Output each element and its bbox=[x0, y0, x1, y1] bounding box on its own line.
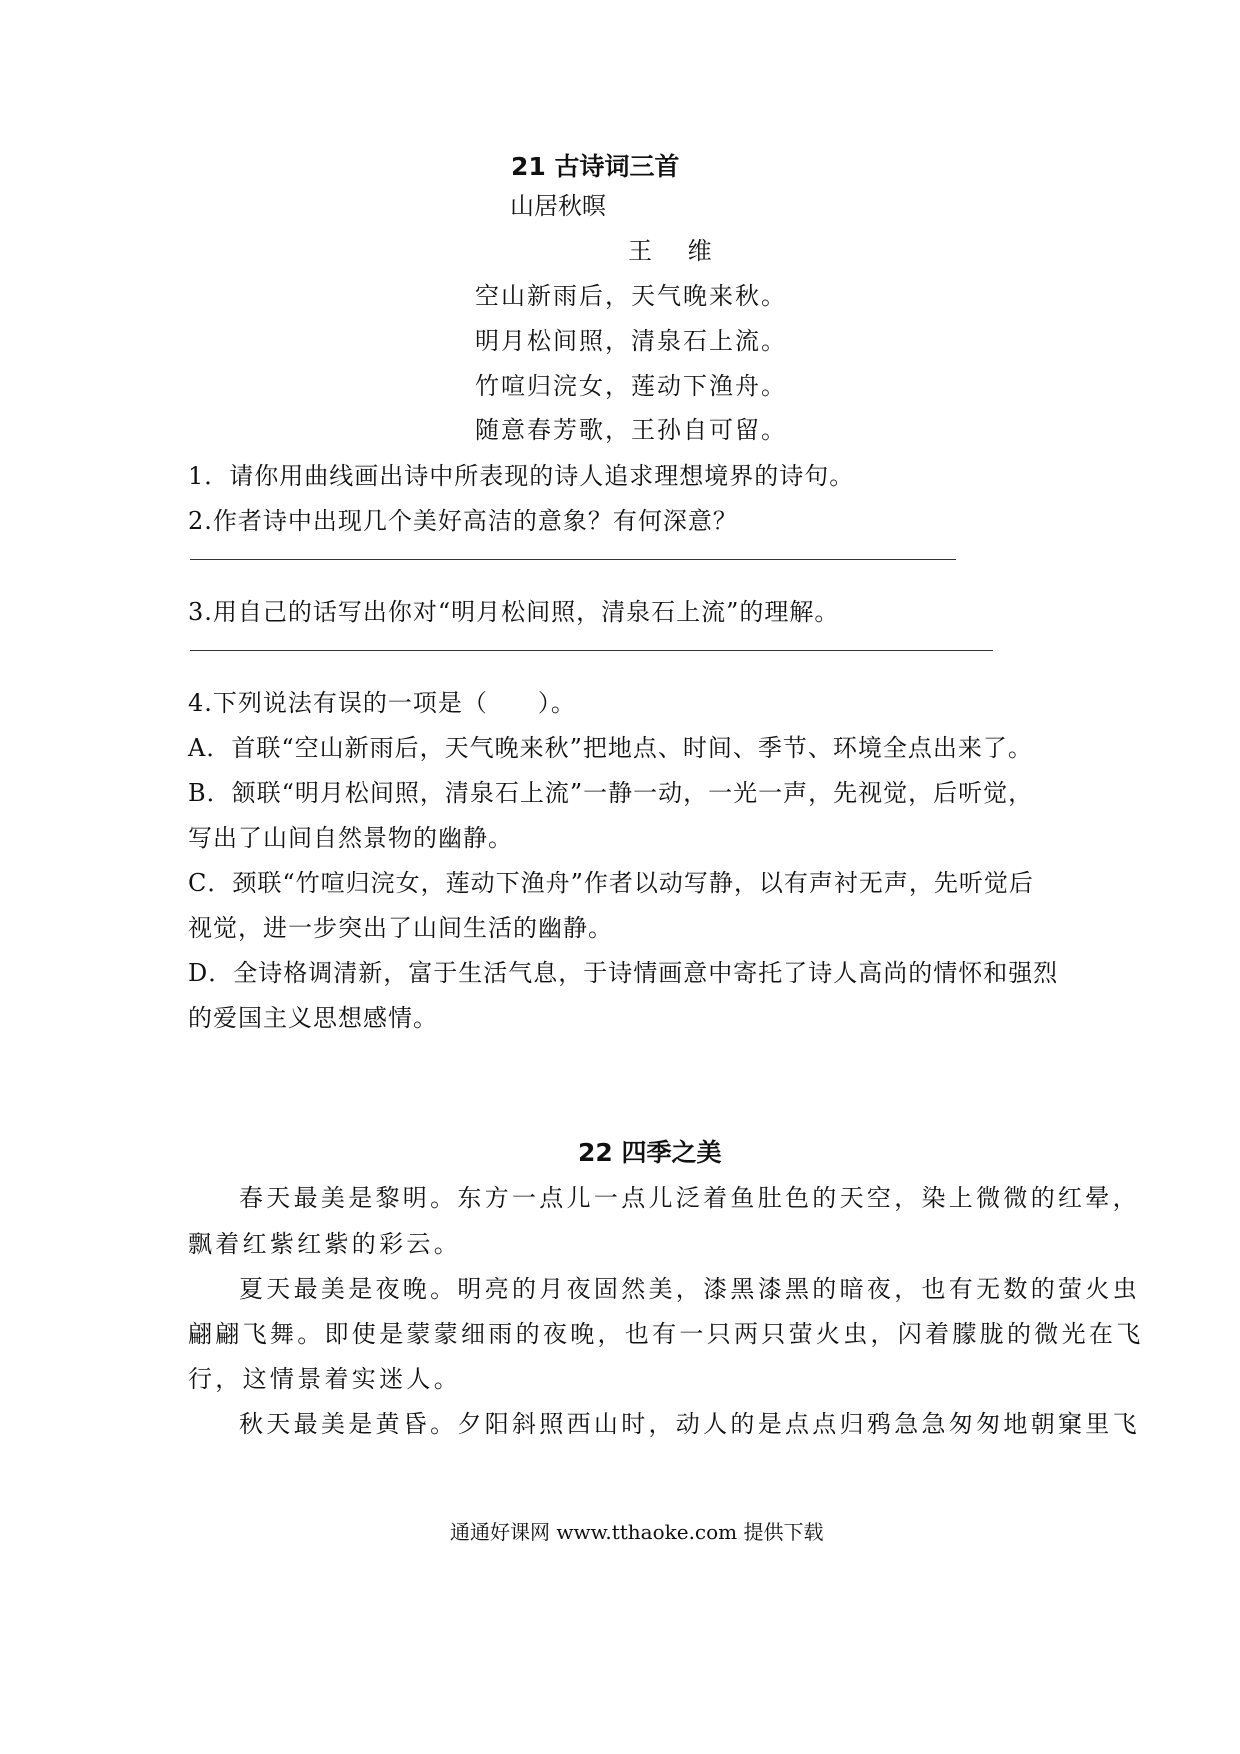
paragraph-spring-cont: 飘着红紫红紫的彩云。 bbox=[188, 1230, 461, 1258]
option-b: B．颔联“明月松间照，清泉石上流”一静一动，一光一声，先视觉，后听觉， bbox=[188, 779, 1034, 807]
answer-line-q2[interactable] bbox=[190, 559, 956, 560]
question-4: 4.下列说法有误的一项是（ ）。 bbox=[188, 689, 576, 717]
poem-title: 山居秋暝 bbox=[510, 192, 606, 220]
paragraph-summer: 夏天最美是夜晚。明亮的月夜固然美，漆黑漆黑的暗夜，也有无数的萤火虫 bbox=[239, 1275, 1140, 1303]
option-d: D．全诗格调清新，富于生活气息，于诗情画意中寄托了诗人高尚的情怀和强烈 bbox=[188, 959, 1059, 987]
poem-line: 随意春芳歌，王孙自可留。 bbox=[475, 416, 787, 444]
question-2: 2.作者诗中出现几个美好高洁的意象？有何深意？ bbox=[188, 507, 738, 535]
section-title-21: 21 古诗词三首 bbox=[511, 152, 680, 181]
section-title-22: 22 四季之美 bbox=[578, 1138, 722, 1167]
option-c: C．颈联“竹喧归浣女，莲动下渔舟”作者以动写静，以有声衬无声，先听觉后 bbox=[188, 869, 1034, 897]
paragraph-summer-end: 行，这情景着实迷人。 bbox=[188, 1365, 461, 1393]
option-a: A．首联“空山新雨后，天气晚来秋”把地点、时间、季节、环境全点出来了。 bbox=[188, 734, 1033, 762]
paragraph-spring: 春天最美是黎明。东方一点儿一点儿泛着鱼肚色的天空，染上微微的红晕， bbox=[239, 1184, 1140, 1212]
poem-line: 空山新雨后，天气晚来秋。 bbox=[475, 282, 787, 310]
footer-credit: 通通好课网 www.tthaoke.com 提供下载 bbox=[450, 1520, 824, 1544]
option-b-cont: 写出了山间自然景物的幽静。 bbox=[188, 824, 513, 852]
option-d-cont: 的爱国主义思想感情。 bbox=[188, 1004, 438, 1032]
question-1: 1．请你用曲线画出诗中所表现的诗人追求理想境界的诗句。 bbox=[188, 462, 855, 490]
answer-line-q3[interactable] bbox=[190, 650, 993, 651]
poem-line: 明月松间照，清泉石上流。 bbox=[475, 327, 787, 355]
poem-author: 王 维 bbox=[628, 237, 726, 265]
paragraph-summer-cont: 翩翩飞舞。即使是蒙蒙细雨的夜晚，也有一只两只萤火虫，闪着朦胧的微光在飞 bbox=[188, 1320, 1144, 1348]
option-c-cont: 视觉，进一步突出了山间生活的幽静。 bbox=[188, 914, 613, 942]
poem-line: 竹喧归浣女，莲动下渔舟。 bbox=[475, 372, 787, 400]
paragraph-autumn: 秋天最美是黄昏。夕阳斜照西山时，动人的是点点归鸦急急匆匆地朝窠里飞 bbox=[239, 1410, 1140, 1438]
question-3: 3.用自己的话写出你对“明月松间照，清泉石上流”的理解。 bbox=[188, 598, 840, 626]
